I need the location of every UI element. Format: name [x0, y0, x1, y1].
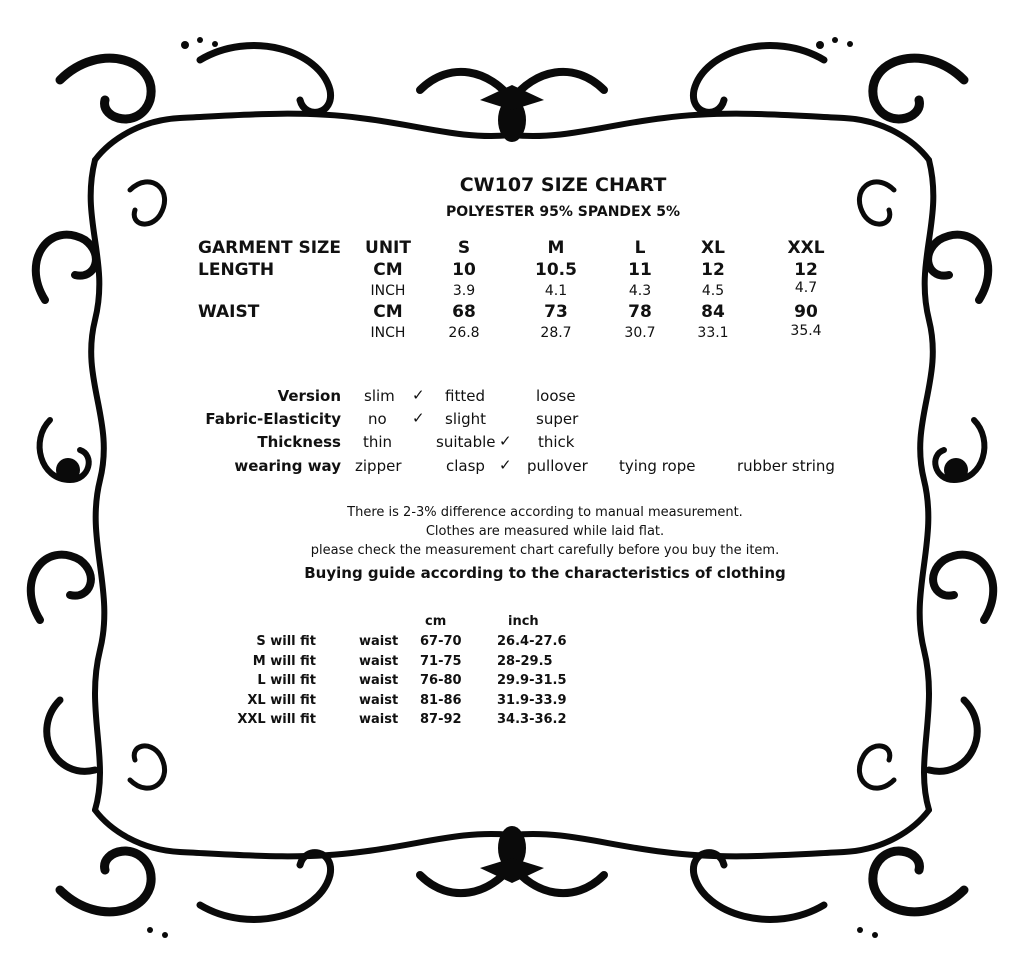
header-size-m: M	[547, 238, 565, 258]
attr-option: slight	[445, 410, 487, 428]
table-cell: 4.1	[544, 283, 568, 299]
guide-row-cm: 76-80	[420, 673, 462, 688]
guide-row-label: XL will fit	[247, 693, 316, 708]
table-cell: 84	[701, 302, 725, 322]
attr-option: loose	[536, 387, 576, 405]
guide-header-cm: cm	[425, 614, 447, 629]
guide-row-cm: 87-92	[420, 712, 462, 727]
note-line: Clothes are measured while laid flat.	[425, 524, 665, 539]
attr-option: no	[368, 410, 387, 428]
attr-option: super	[536, 410, 579, 428]
header-unit: UNIT	[365, 238, 411, 258]
attr-option: clasp	[446, 457, 485, 475]
attr-option: slim	[364, 387, 395, 405]
table-cell: 12	[701, 260, 725, 280]
attr-option: tying rope	[619, 457, 696, 475]
attr-option: rubber string	[737, 457, 835, 475]
header-size-xxl: XXL	[787, 238, 825, 258]
header-size-s: S	[457, 238, 471, 258]
row-label-length: LENGTH	[198, 260, 275, 280]
header-size-xl: XL	[701, 238, 725, 258]
guide-row-label: S will fit	[256, 634, 316, 649]
note-line: please check the measurement chart carefully before you buy the item.	[310, 543, 780, 558]
unit-cm: CM	[373, 260, 403, 280]
table-cell: 10.5	[535, 260, 577, 280]
guide-row-inch: 28-29.5	[497, 654, 553, 669]
table-cell: 90	[794, 302, 818, 322]
attr-label-thickness: Thickness	[257, 433, 341, 451]
guide-row-inch: 31.9-33.9	[497, 693, 567, 708]
attr-option: pullover	[527, 457, 588, 475]
table-cell: 11	[628, 260, 652, 280]
guide-row-part: waist	[359, 693, 399, 708]
guide-row-inch: 29.9-31.5	[497, 673, 567, 688]
table-cell: 3.9	[452, 283, 476, 299]
attr-label-version: Version	[277, 387, 341, 405]
guide-row-cm: 71-75	[420, 654, 462, 669]
attr-option: suitable	[436, 433, 496, 451]
guide-row-inch: 34.3-36.2	[497, 712, 567, 727]
table-cell: 26.8	[448, 325, 480, 341]
guide-row-part: waist	[359, 634, 399, 649]
attr-option: thick	[538, 433, 575, 451]
guide-row-label: M will fit	[252, 654, 316, 669]
checkmark-icon: ✓	[412, 409, 425, 427]
attr-option: thin	[363, 433, 393, 451]
guide-row-label: XXL will fit	[237, 712, 316, 727]
row-label-waist: WAIST	[198, 302, 260, 322]
chart-title: CW107 SIZE CHART	[459, 174, 667, 196]
guide-row-label: L will fit	[257, 673, 316, 688]
table-cell: 10	[452, 260, 476, 280]
attr-label-fabric-elasticity: Fabric-Elasticity	[205, 410, 341, 428]
unit-inch: INCH	[370, 283, 406, 299]
table-cell: 4.5	[701, 283, 725, 299]
guide-row-inch: 26.4-27.6	[497, 634, 567, 649]
table-cell: 78	[628, 302, 652, 322]
buying-guide-title: Buying guide according to the characteristics of clothing	[304, 564, 786, 582]
table-cell: 68	[452, 302, 476, 322]
table-cell: 4.3	[628, 283, 652, 299]
attr-label-wearing-way: wearing way	[234, 457, 341, 475]
table-cell: 4.7	[794, 280, 818, 296]
guide-row-cm: 81-86	[420, 693, 462, 708]
unit-cm: CM	[373, 302, 403, 322]
guide-row-part: waist	[359, 654, 399, 669]
header-size-l: L	[634, 238, 646, 258]
table-cell: 12	[794, 260, 818, 280]
attr-option: fitted	[445, 387, 485, 405]
guide-header-inch: inch	[508, 614, 539, 629]
table-cell: 33.1	[697, 325, 729, 341]
table-cell: 30.7	[624, 325, 656, 341]
guide-row-cm: 67-70	[420, 634, 462, 649]
table-cell: 35.4	[790, 323, 822, 339]
table-cell: 73	[544, 302, 568, 322]
guide-row-part: waist	[359, 673, 399, 688]
checkmark-icon: ✓	[499, 456, 512, 474]
checkmark-icon: ✓	[412, 386, 425, 404]
attr-option: zipper	[355, 457, 402, 475]
unit-inch: INCH	[370, 325, 406, 341]
chart-subtitle: POLYESTER 95% SPANDEX 5%	[445, 204, 681, 220]
table-cell: 28.7	[540, 325, 572, 341]
note-line: There is 2-3% difference according to manual measurement.	[347, 505, 743, 520]
guide-row-part: waist	[359, 712, 399, 727]
checkmark-icon: ✓	[499, 432, 512, 450]
header-garment-size: GARMENT SIZE	[198, 238, 341, 258]
